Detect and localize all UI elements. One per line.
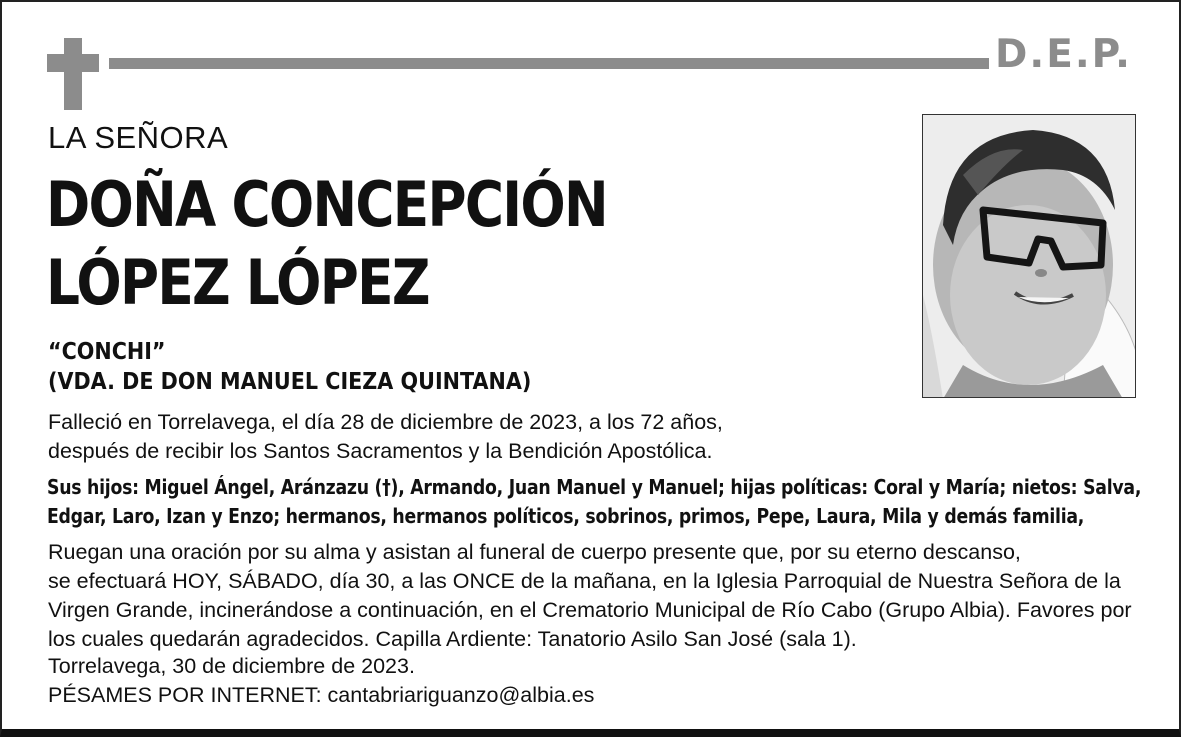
header-rule (109, 58, 989, 69)
name-line-2: LÓPEZ LÓPEZ (46, 246, 429, 319)
funeral-line: los cuales quedarán agradecidos. Capilla Ardiente: Tanatorio Asilo San José (sala 1). (48, 627, 857, 651)
death-notice (48, 408, 723, 466)
name-line-1: DOÑA CONCEPCIÓN (46, 168, 607, 241)
nickname: “CONCHI” (48, 339, 166, 365)
funeral-line: Ruegan una oración por su alma y asistan al funeral de cuerpo presente que, por su eterno descanso, (48, 540, 1021, 564)
condolences-email: PÉSAMES POR INTERNET: cantabriariguanzo@albia.es (48, 683, 595, 707)
family-list (47, 473, 1142, 531)
cross-icon-bar (47, 54, 99, 72)
funeral-details (48, 538, 1132, 654)
family-line: Edgar, Laro, Izan y Enzo; hermanos, hermanos políticos, sobrinos, primos, Pepe, Laura, Mila y demás familia, (47, 504, 1085, 528)
family-line: Sus hijos: Miguel Ángel, Aránzazu (†), Armando, Juan Manuel y Manuel; hijas políticas: Coral y María; nietos: Salva, (47, 475, 1142, 499)
cross-icon (64, 38, 82, 110)
closing (48, 652, 594, 710)
portrait-photo (922, 114, 1136, 398)
funeral-line: Virgen Grande, incinerándose a continuación, en el Crematorio Municipal de Río Cabo (Grupo Albia). Favores por (48, 598, 1132, 622)
death-notice-line: después de recibir los Santos Sacramentos y la Bendición Apostólica. (48, 439, 713, 463)
death-notice-line: Falleció en Torrelavega, el día 28 de diciembre de 2023, a los 72 años, (48, 410, 723, 434)
place-date: Torrelavega, 30 de diciembre de 2023. (48, 654, 415, 678)
dep-label: D.E.P. (995, 32, 1132, 77)
funeral-line: se efectuará HOY, SÁBADO, día 30, a las ONCE de la mañana, en la Iglesia Parroquial de Nuestra Señora de la (48, 569, 1121, 593)
pre-title: LA SEÑORA (48, 120, 229, 155)
portrait-illustration (923, 115, 1136, 398)
widow-of: (VDA. DE DON MANUEL CIEZA QUINTANA) (48, 369, 532, 395)
deceased-name (46, 166, 786, 322)
